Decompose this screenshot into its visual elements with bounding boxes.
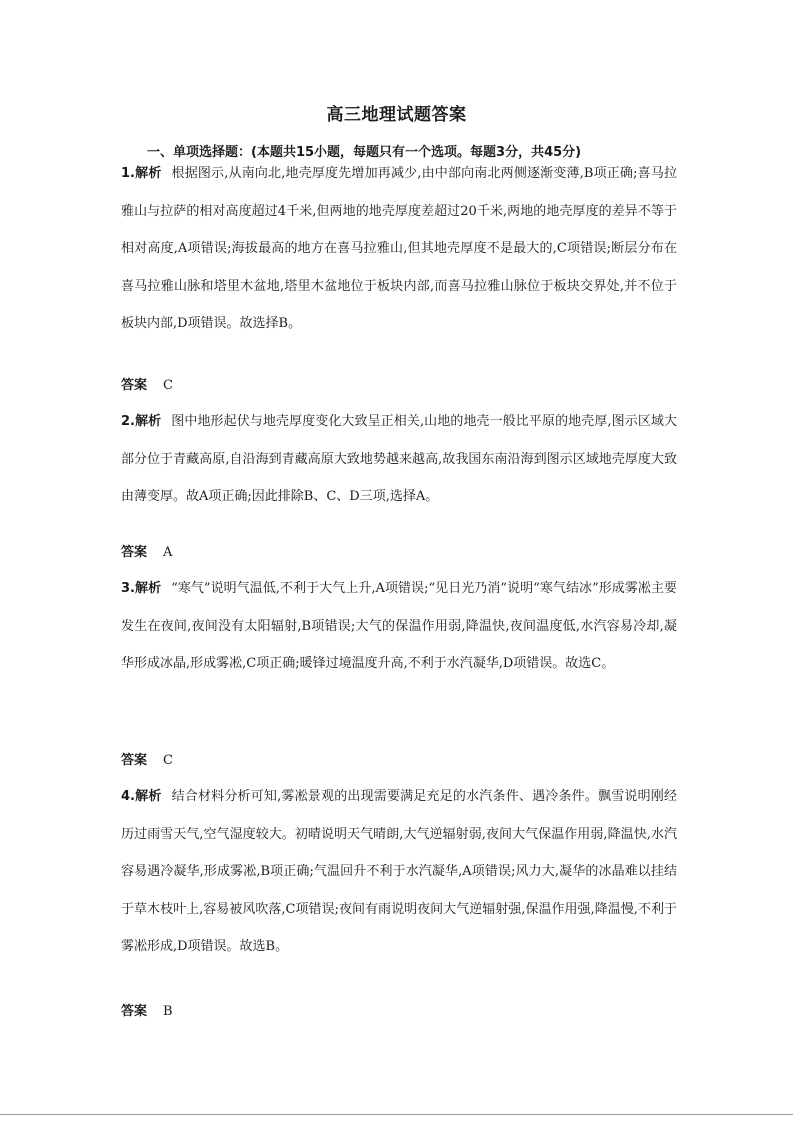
page-bottom-rule	[0, 1114, 793, 1115]
question-4-analysis	[121, 778, 677, 966]
question-1-answer	[121, 374, 173, 393]
answer-value: A	[163, 545, 173, 560]
section-heading: 一、单项选择题：(本题共15小题，每题只有一个选项。每题3分，共45分)	[147, 145, 582, 160]
answer-value: B	[163, 1004, 173, 1019]
answer-value: C	[163, 753, 173, 768]
answer-label: 答案	[121, 378, 148, 393]
answer-label: 答案	[121, 753, 148, 768]
question-1-label: 1.解析	[121, 166, 162, 181]
question-3-label: 3.解析	[121, 581, 162, 596]
question-4-answer	[121, 1000, 173, 1019]
question-2-answer	[121, 541, 172, 560]
page-title: 高三地理试题答案	[326, 105, 467, 125]
question-4-text: 结合材料分析可知,雾凇景观的出现需要满足充足的水汽条件、遇冷条件。飘雪说明刚经历过雨雪天气,空气湿度较大。初晴说明天气晴朗,大气逆辐射弱,夜间大气保温作用弱,降温快,水汽容易遇冷凝华,形成雾凇,B项正确;气温回升不利于水汽凝华,A项错误;风力大,凝华的冰晶难以挂结于草木枝叶上,容易被风吹落,C项错误;夜间有雨说明夜间大气逆辐射强,保温作用强,降温慢,不利于雾凇形成,D项错误。故选B。	[121, 789, 677, 954]
question-3-analysis	[121, 570, 677, 683]
answer-label: 答案	[121, 1004, 148, 1019]
question-1-analysis	[121, 155, 677, 343]
question-1-text: 根据图示,从南向北,地壳厚度先增加再减少,由中部向南北两侧逐渐变薄,B项正确;喜马拉雅山与拉萨的相对高度超过4千米,但两地的地壳厚度差超过20千米,两地的地壳厚度的差异不等于相对高度,A项错误;海拔最高的地方在喜马拉雅山,但其地壳厚度不是最大的,C项错误;断层分布在喜马拉雅山脉和塔里木盆地,塔里木盆地位于板块内部,而喜马拉雅山脉位于板块交界处,并不位于板块内部,D项错误。故选择B。	[121, 166, 677, 331]
question-2-text: 图中地形起伏与地壳厚度变化大致呈正相关,山地的地壳一般比平原的地壳厚,图示区域大部分位于青藏高原,自沿海到青藏高原大致地势越来越高,故我国东南沿海到图示区域地壳厚度大致由薄变厚。故A项正确;因此排除B、C、D三项,选择A。	[121, 414, 678, 504]
answer-value: C	[163, 378, 173, 393]
question-2-analysis	[121, 403, 677, 516]
question-3-text: “寒气”说明气温低,不利于大气上升,A项错误;“见日光乃消”说明“寒气结冰”形成雾凇主要发生在夜间,夜间没有太阳辐射,B项错误;大气的保温作用弱,降温快,夜间温度低,水汽容易冷却,凝华形成冰晶,形成雾凇,C项正确;暖锋过境温度升高,不利于水汽凝华,D项错误。故选C。	[121, 581, 678, 671]
question-2-label: 2.解析	[121, 414, 162, 429]
question-3-answer	[121, 749, 173, 768]
question-4-label: 4.解析	[121, 789, 162, 804]
answer-label: 答案	[121, 545, 148, 560]
